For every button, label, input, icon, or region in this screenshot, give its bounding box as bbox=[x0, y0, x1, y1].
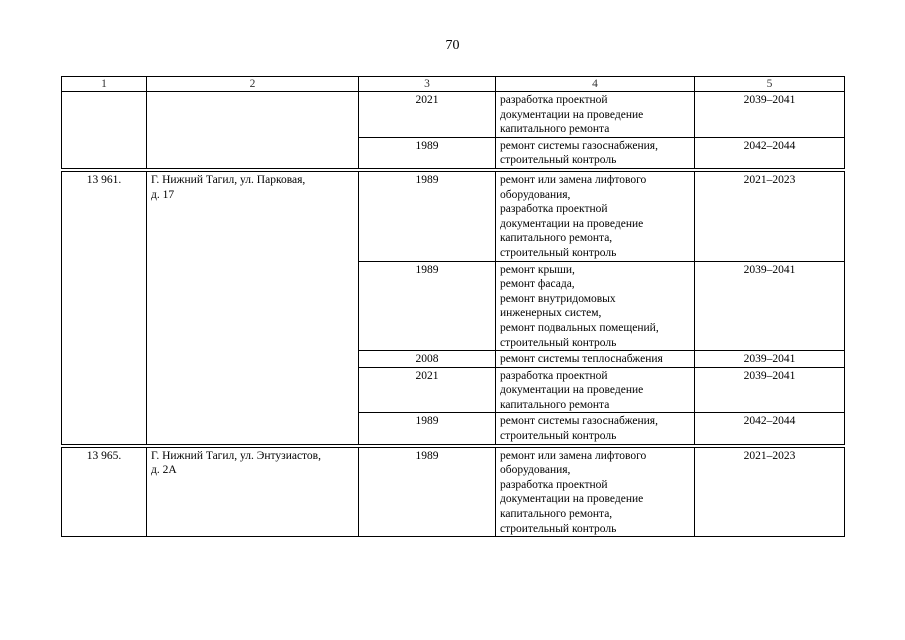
header-row bbox=[62, 77, 845, 92]
work-item: строительный контроль bbox=[500, 246, 617, 259]
work-item: разработка проектной bbox=[500, 478, 608, 491]
work-item: капитального ремонта, bbox=[500, 232, 613, 245]
address-cell bbox=[147, 171, 359, 444]
work-item: разработка проектной bbox=[500, 94, 608, 106]
building-number-cell bbox=[62, 92, 147, 169]
work-item: строительный контроль bbox=[500, 154, 617, 167]
works-cell bbox=[496, 413, 695, 444]
works-cell bbox=[496, 171, 695, 261]
work-item: капитального ремонта, bbox=[500, 508, 613, 521]
work-item: ремонт или замена лифтового bbox=[500, 173, 647, 186]
work-item: строительный контроль bbox=[500, 430, 617, 443]
period-cell: 2042–2044 bbox=[695, 137, 845, 168]
address-cell bbox=[147, 447, 359, 537]
work-item: документации на проведение bbox=[500, 108, 644, 121]
address-line: Г. Нижний Тагил, ул. Парковая, bbox=[151, 173, 306, 186]
address-line: д. 17 bbox=[151, 188, 175, 201]
work-item: оборудования, bbox=[500, 464, 571, 477]
work-item: разработка проектной bbox=[500, 369, 608, 382]
year-cell: 1989 bbox=[359, 261, 496, 351]
year-cell: 1989 bbox=[359, 137, 496, 168]
column-header-3: 3 bbox=[359, 77, 496, 92]
year-cell: 1989 bbox=[359, 171, 496, 261]
column-header-4: 4 bbox=[496, 77, 695, 92]
column-header-5: 5 bbox=[695, 77, 845, 92]
work-item: строительный контроль bbox=[500, 336, 617, 349]
works-cell bbox=[496, 137, 695, 168]
work-item: ремонт системы теплоснабжения bbox=[500, 353, 663, 366]
table-row bbox=[62, 171, 845, 261]
work-item: капитального ремонта bbox=[500, 398, 610, 411]
period-cell: 2039–2041 bbox=[695, 351, 845, 368]
address-line: Г. Нижний Тагил, ул. Энтузиастов, bbox=[151, 449, 321, 462]
period-cell: 2021–2023 bbox=[695, 171, 845, 261]
work-item: документации на проведение bbox=[500, 384, 644, 397]
period-cell: 2039–2041 bbox=[695, 261, 845, 351]
table-row bbox=[62, 92, 845, 138]
period-cell: 2042–2044 bbox=[695, 413, 845, 444]
works-cell bbox=[496, 367, 695, 413]
column-header-2: 2 bbox=[147, 77, 359, 92]
year-cell: 2021 bbox=[359, 367, 496, 413]
works-cell bbox=[496, 351, 695, 368]
work-item: строительный контроль bbox=[500, 522, 617, 535]
work-item: инженерных систем, bbox=[500, 307, 602, 320]
works-cell bbox=[496, 261, 695, 351]
year-cell: 1989 bbox=[359, 413, 496, 444]
year-cell: 2008 bbox=[359, 351, 496, 368]
year-cell: 2021 bbox=[359, 92, 496, 138]
work-item: документации на проведение bbox=[500, 217, 644, 230]
work-item: ремонт внутридомовых bbox=[500, 292, 616, 305]
table-body bbox=[62, 77, 845, 537]
work-item: документации на проведение bbox=[500, 493, 644, 506]
repair-schedule-table bbox=[61, 76, 845, 537]
table-row bbox=[62, 447, 845, 537]
works-cell bbox=[496, 92, 695, 138]
work-item: ремонт подвальных помещений, bbox=[500, 321, 659, 334]
work-item: оборудования, bbox=[500, 188, 571, 201]
period-cell: 2039–2041 bbox=[695, 92, 845, 138]
work-item: капитального ремонта bbox=[500, 123, 610, 136]
works-cell bbox=[496, 447, 695, 537]
building-number-cell: 13 961. bbox=[62, 171, 147, 444]
page-number: 70 bbox=[445, 38, 460, 53]
building-number-cell: 13 965. bbox=[62, 447, 147, 537]
work-item: ремонт системы газоснабжения, bbox=[500, 139, 658, 152]
year-cell: 1989 bbox=[359, 447, 496, 537]
period-cell: 2021–2023 bbox=[695, 447, 845, 537]
address-cell bbox=[147, 92, 359, 169]
address-line: д. 2А bbox=[151, 464, 177, 477]
period-cell: 2039–2041 bbox=[695, 367, 845, 413]
work-item: ремонт или замена лифтового bbox=[500, 449, 647, 462]
column-header-1: 1 bbox=[62, 77, 147, 92]
work-item: ремонт фасада, bbox=[500, 278, 575, 291]
work-item: ремонт крыши, bbox=[500, 263, 575, 276]
work-item: ремонт системы газоснабжения, bbox=[500, 415, 658, 428]
work-item: разработка проектной bbox=[500, 203, 608, 216]
